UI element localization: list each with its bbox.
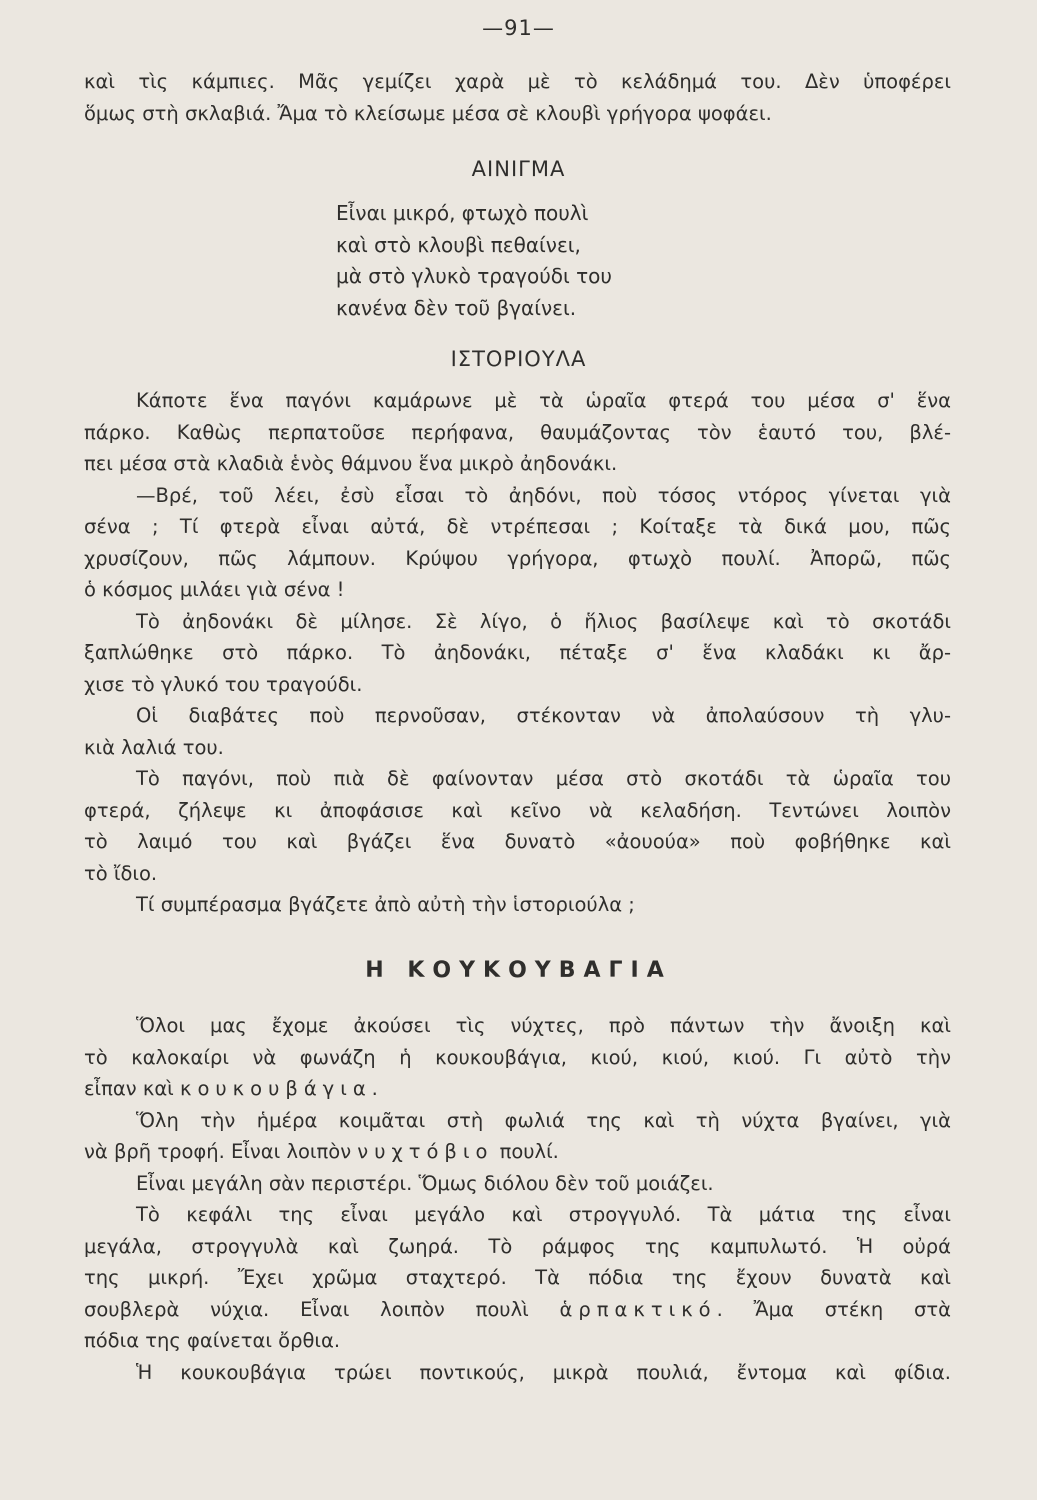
text-segment: μεγάλα, στρογγυλὰ καὶ ζωηρά. Τὸ ράμφος της καμπυλωτό. Ἡ οὐρά	[84, 1234, 951, 1258]
poem-line: καὶ στὸ κλουβὶ πεθαίνει,	[336, 232, 581, 257]
text-line: φτερά, ζήλεψε κι ἀποφάσισε καὶ κεῖνο νὰ κελαδήση. Τεντώνει λοιπὸν	[84, 798, 951, 822]
page-number: —91—	[482, 16, 555, 40]
poem-line: κανένα δὲν τοῦ βγαίνει.	[336, 295, 577, 320]
text-line: σένα ; Τί φτερὰ εἶναι αὐτά, δὲ ντρέπεσαι ; Κοίταξε τὰ δικά μου, πῶς	[84, 515, 951, 538]
text-line: τὸ ἴδιο.	[84, 861, 158, 885]
text-segment: πόδια της φαίνεται ὄρθια.	[84, 1329, 341, 1352]
text-line: πει μέσα στὰ κλαδιὰ ἑνὸς θάμνου ἕνα μικρὸ ἀηδονάκι.	[84, 452, 618, 475]
text-line: Τὸ ἀηδονάκι δὲ μίλησε. Σὲ λίγο, ὁ ἥλιος βασίλεψε καὶ τὸ σκοτάδι	[136, 609, 951, 633]
text-segment: εἶπαν καὶ	[84, 1077, 180, 1100]
text-line	[84, 1231, 951, 1263]
story-body	[84, 385, 951, 921]
emphasized-word: νυχτόβιο	[357, 1140, 494, 1163]
text-line	[84, 1105, 951, 1137]
riddle-heading: ΑΙΝΙΓΜΑ	[471, 157, 566, 181]
text-segment: Τὸ κεφάλι της εἶναι μεγάλο καὶ στρογγυλό. Τὰ μάτια της εἶναι	[136, 1203, 951, 1226]
text-line: χισε τὸ γλυκό του τραγούδι.	[84, 672, 363, 696]
text-line	[84, 1042, 951, 1074]
text-segment: . Ἄμα στέκη στὰ	[716, 1297, 951, 1321]
text-line: καὶ τὶς κάμπιες. Μᾶς γεμίζει χαρὰ μὲ τὸ κελάδημά του. Δὲν ὑποφέρει	[84, 70, 951, 93]
text-line	[84, 1294, 951, 1326]
text-line: Κάποτε ἕνα παγόνι καμάρωνε μὲ τὰ ὡραῖα φτερά του μέσα σ' ἕνα	[136, 389, 951, 412]
text-line	[84, 1262, 951, 1294]
text-line: ὁ κόσμος μιλάει γιὰ σένα !	[84, 578, 345, 601]
text-line: τὸ λαιμό του καὶ βγάζει ἕνα δυνατὸ «ἀουούα» ποὺ φοβήθηκε καὶ	[84, 830, 951, 853]
text-segment: Ὅλοι μας ἔχομε ἀκούσει τὶς νύχτες, πρὸ πάντων τὴν ἄνοιξη καὶ	[136, 1014, 951, 1037]
text-segment: πουλί.	[493, 1140, 559, 1163]
text-segment: της μικρή. Ἔχει χρῶμα σταχτερό. Τὰ πόδια της ἔχουν δυνατὰ καὶ	[84, 1266, 951, 1289]
text-line: Τί συμπέρασμα βγάζετε ἀπὸ αὐτὴ τὴν ἱστοριούλα ;	[136, 893, 635, 916]
text-segment: Ἡ κουκουβάγια τρώει ποντικούς, μικρὰ πουλιά, ἔντομα καὶ φίδια.	[136, 1360, 951, 1384]
text-segment: Ὅλη τὴν ἡμέρα κοιμᾶται στὴ φωλιά της καὶ τὴ νύχτα βγαίνει, γιὰ	[136, 1108, 951, 1132]
text-line: πάρκο. Καθὼς περπατοῦσε περήφανα, θαυμάζοντας τὸν ἑαυτό του, βλέ-	[84, 420, 951, 444]
text-segment: σουβλερὰ νύχια. Εἶναι λοιπὸν πουλὶ	[84, 1297, 560, 1321]
text-line	[84, 1199, 951, 1231]
text-line	[84, 1357, 951, 1389]
owl-body	[84, 1010, 951, 1388]
emphasized-word: κουκουβάγια	[179, 1077, 372, 1100]
owl-heading: Η ΚΟΥΚΟΥΒΑΓΙΑ	[365, 958, 672, 983]
text-line	[84, 1073, 951, 1105]
text-line: χρυσίζουν, πῶς λάμπουν. Κρύψου γρήγορα, φτωχὸ πουλί. Ἀπορῶ, πῶς	[84, 546, 951, 570]
story-heading: ΙΣΤΟΡΙΟΥΛΑ	[450, 347, 587, 371]
text-line: κιὰ λαλιά του.	[84, 735, 224, 759]
text-line	[84, 1010, 951, 1042]
text-line	[84, 1136, 951, 1168]
intro-paragraph	[84, 66, 951, 129]
emphasized-word: ἁρπακτικό	[559, 1297, 717, 1321]
text-segment: νὰ βρῆ τροφή. Εἶναι λοιπὸν	[84, 1140, 358, 1163]
text-line	[84, 1168, 951, 1200]
poem-line: μὰ στὸ γλυκὸ τραγούδι του	[336, 264, 612, 288]
riddle-poem	[336, 198, 612, 324]
text-line: —Βρέ, τοῦ λέει, ἐσὺ εἶσαι τὸ ἀηδόνι, ποὺ τόσος ντόρος γίνεται γιὰ	[136, 483, 951, 507]
text-segment: .	[371, 1077, 378, 1100]
poem-line: Εἶναι μικρό, φτωχὸ πουλὶ	[336, 201, 589, 225]
text-line	[84, 1325, 951, 1357]
text-segment: τὸ καλοκαίρι νὰ φωνάζη ἡ κουκουβάγια, κιού, κιού, κιού. Γι αὐτὸ τὴν	[84, 1045, 951, 1069]
text-line: ὅμως στὴ σκλαβιά. Ἄμα τὸ κλείσωμε μέσα σὲ κλουβὶ γρήγορα ψοφάει.	[84, 101, 772, 125]
text-line: Οἱ διαβάτες ποὺ περνοῦσαν, στέκονταν νὰ ἀπολαύσουν τὴ γλυ-	[136, 704, 951, 727]
text-line: ξαπλώθηκε στὸ πάρκο. Τὸ ἀηδονάκι, πέταξε σ' ἕνα κλαδάκι κι ἄρ-	[84, 641, 951, 664]
text-line: Τὸ παγόνι, ποὺ πιὰ δὲ φαίνονταν μέσα στὸ σκοτάδι τὰ ὡραῖα του	[136, 767, 951, 790]
text-segment: Εἶναι μεγάλη σὰν περιστέρι. Ὅμως διόλου δὲν τοῦ μοιάζει.	[136, 1171, 714, 1195]
